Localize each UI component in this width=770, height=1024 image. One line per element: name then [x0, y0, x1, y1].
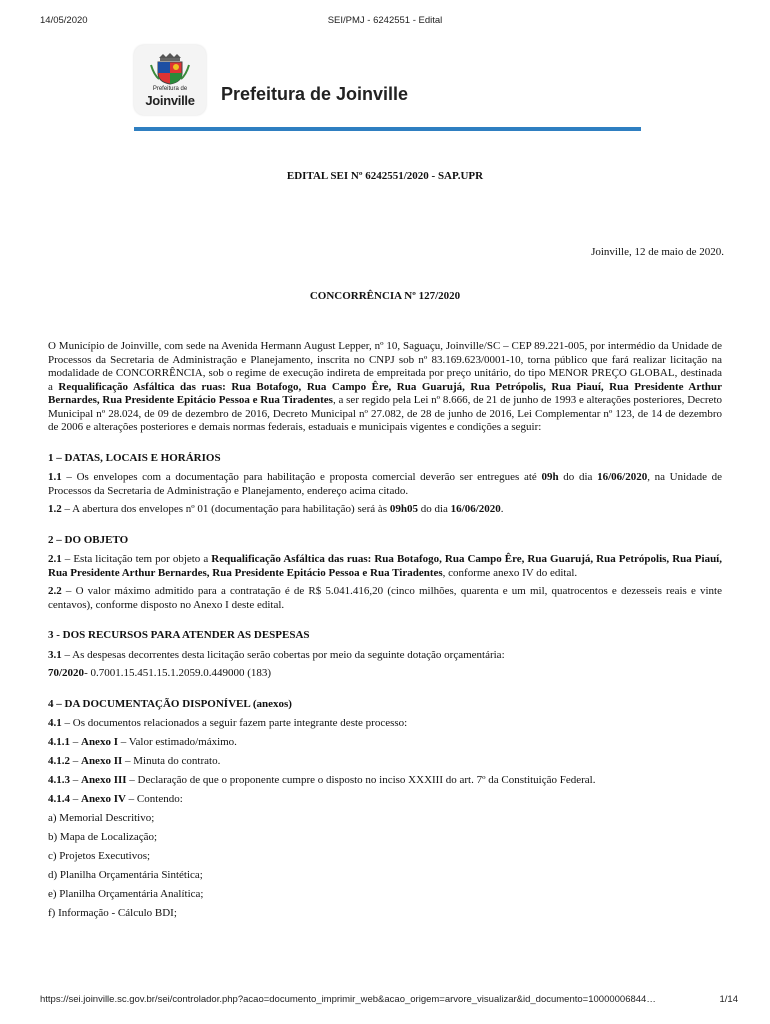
logo — [134, 45, 206, 115]
document-body — [48, 340, 722, 926]
section-heading-4: 4 – DA DOCUMENTAÇÃO DISPONÍVEL (anexos) — [48, 697, 292, 710]
list-item: d) Planilha Orçamentária Sintética; — [48, 869, 203, 881]
list-item: e) Planilha Orçamentária Analítica; — [48, 888, 204, 900]
coat-of-arms-icon — [150, 51, 190, 85]
header-rule — [134, 127, 641, 131]
org-name: Prefeitura de Joinville — [221, 84, 409, 104]
clause-4-1: 4.1 – Os documentos relacionados a seguir fazem parte integrante deste processo: — [48, 717, 408, 729]
clause-3-1: 3.1 – As despesas decorrentes desta licitação serão cobertas por meio da seguinte dotação orçamentária: — [48, 648, 505, 661]
annex-4: 4.1.4 – Anexo IV – Contendo: — [48, 793, 183, 805]
budget-allocation: 70/2020- 0.7001.15.451.15.1.2059.0.449000 (183) — [48, 667, 272, 679]
section-heading-2: 2 – DO OBJETO — [48, 533, 129, 546]
logo-text-bottom: Joinville — [145, 93, 195, 108]
clause-2-2: 2.2 – O valor máximo admitido para a contratação é de R$ 5.041.416,20 (cinco milhões, quarenta e um mil, quatrocentos e dezesseis reais e vinte centavos), conforme disposto no Anexo I deste edital. — [48, 585, 722, 611]
annex-1: 4.1.1 – Anexo I – Valor estimado/máximo. — [48, 736, 237, 748]
print-footer — [0, 994, 770, 1008]
clause-1-2: 1.2 – A abertura dos envelopes nº 01 (documentação para habilitação) será às 09h05 do dia 16/06/2020. — [48, 503, 504, 515]
page-number: 1/14 — [719, 994, 738, 1005]
print-url[interactable]: https://sei.joinville.sc.gov.br/sei/controlador.php?acao=documento_imprimir_web&acao_origem=arvore_visualizar&id_documento=10000006844… — [40, 994, 656, 1005]
annex-3: 4.1.3 – Anexo III – Declaração de que o proponente cumpre o disposto no inciso XXXIII do art. 7º da Constituição Federal. — [48, 774, 596, 786]
logo-text-top: Prefeitura de — [152, 86, 188, 92]
document-subtitle: CONCORRÊNCIA Nº 127/2020 — [309, 290, 461, 302]
section-heading-1: 1 – DATAS, LOCAIS E HORÁRIOS — [48, 451, 221, 464]
print-date: 14/05/2020 — [40, 15, 88, 26]
annex-2: 4.1.2 – Anexo II – Minuta do contrato. — [48, 755, 221, 767]
print-header — [0, 15, 770, 29]
print-title: SEI/PMJ - 6242551 - Edital — [327, 15, 443, 26]
list-item: b) Mapa de Localização; — [48, 831, 158, 843]
document-title: EDITAL SEI Nº 6242551/2020 - SAP.UPR — [286, 170, 484, 182]
list-item: f) Informação - Cálculo BDI; — [48, 907, 177, 919]
clause-2-1: 2.1 – Esta licitação tem por objeto a Requalificação Asfáltica das ruas: Rua Botafogo, Rua Campo Êre, Rua Guarujá, Rua Petrópolis, Rua Piauí, Rua Presidente Arthur Bernardes, Rua Presidente Epitácio Pessoa e Rua Tiradentes, conforme anexo IV do edital. — [48, 553, 722, 579]
section-heading-3: 3 - DOS RECURSOS PARA ATENDER AS DESPESAS — [48, 629, 310, 641]
clause-1-1: 1.1 – Os envelopes com a documentação para habilitação e proposta comercial deverão ser entregues até 09h do dia 16/06/2020, na Unidade de Processos da Secretaria de Administração e Planejamento, endereço acima citado. — [48, 471, 723, 497]
list-item: c) Projetos Executivos; — [48, 850, 151, 862]
document-date: Joinville, 12 de maio de 2020. — [591, 246, 724, 258]
list-item: a) Memorial Descritivo; — [48, 812, 155, 824]
intro-paragraph: O Município de Joinville, com sede na Avenida Hermann August Lepper, nº 10, Saguaçu, Joinville/SC – CEP 89.221-005, por intermédio da Unidade de Processos da Secretaria de Administração e Planejamento, inscrita no CNPJ sob nº 83.169.623/0001-10, torna público que fará realizar licitação na modalidade de CONCORRÊNCIA, sob o regime de execução indireta de empreitada por preço unitário, do tipo MENOR PREÇO GLOBAL, destinada a Requalificação Asfáltica das ruas: Rua Botafogo, Rua Campo Êre, Rua Guarujá, Rua Petrópolis, Rua Piauí, Rua Presidente Arthur Bernardes, Rua Presidente Epitácio Pessoa e Rua Tiradentes, a ser regido pela Lei nº 8.666, de 21 de junho de 1993 e alterações posteriores, Decreto Municipal nº 28.024, de 09 de dezembro de 2016, Decreto Municipal nº 27.082, de 28 de junho de 2016, Lei Complementar nº 123, de 14 de dezembro de 2006 e alterações posteriores e demais normas federais, estaduais e municipais vigentes e condições a seguir: — [48, 340, 722, 433]
